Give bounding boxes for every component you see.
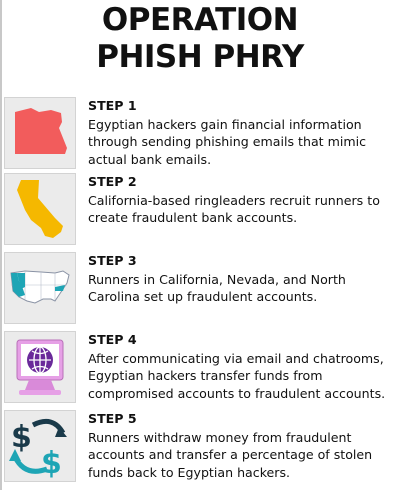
- step-3-text: [88, 252, 400, 306]
- step-1-label: STEP 1: [88, 98, 137, 113]
- title-line-2: PHISH PHRY: [96, 39, 304, 75]
- step-4-icon-box: [4, 331, 76, 403]
- step-2-label: STEP 2: [88, 174, 137, 189]
- step-3-description: Runners in California, Nevada, and North Carolina set up fraudulent accounts.: [88, 271, 346, 304]
- step-2-text: [88, 173, 400, 227]
- egypt-map-icon: [5, 98, 75, 168]
- svg-text:$: $: [41, 446, 62, 481]
- computer-monitor-icon: [5, 332, 75, 402]
- step-5-text: [88, 410, 400, 481]
- step-1-text: [88, 97, 400, 168]
- step-4-description: After communicating via email and chatrooms, Egyptian hackers transfer funds from compromised accounts to fraudulent accounts.: [88, 350, 386, 401]
- step-2-icon-box: [4, 173, 76, 245]
- step-2: [4, 173, 398, 249]
- step-5: [4, 410, 398, 486]
- title-line-1: OPERATION: [101, 2, 299, 38]
- step-3-label: STEP 3: [88, 253, 137, 268]
- svg-text:$: $: [11, 420, 32, 455]
- page-title: [0, 2, 400, 76]
- step-3: [4, 252, 398, 328]
- step-1: [4, 97, 398, 173]
- step-1-description: Egyptian hackers gain financial information through sending phishing emails that mimic actual bank emails.: [88, 116, 367, 167]
- california-map-icon: [5, 174, 75, 244]
- step-4-text: [88, 331, 400, 402]
- step-1-icon-box: [4, 97, 76, 169]
- usa-map-icon: [5, 253, 75, 323]
- step-5-label: STEP 5: [88, 411, 137, 426]
- step-3-icon-box: [4, 252, 76, 324]
- money-transfer-icon: [5, 411, 75, 481]
- step-4-label: STEP 4: [88, 332, 137, 347]
- step-2-description: California-based ringleaders recruit runners to create fraudulent bank accounts.: [88, 192, 380, 225]
- step-5-description: Runners withdraw money from fraudulent accounts and transfer a percentage of stolen funds back to Egyptian hackers.: [88, 429, 373, 480]
- step-5-icon-box: [4, 410, 76, 482]
- step-4: [4, 331, 398, 407]
